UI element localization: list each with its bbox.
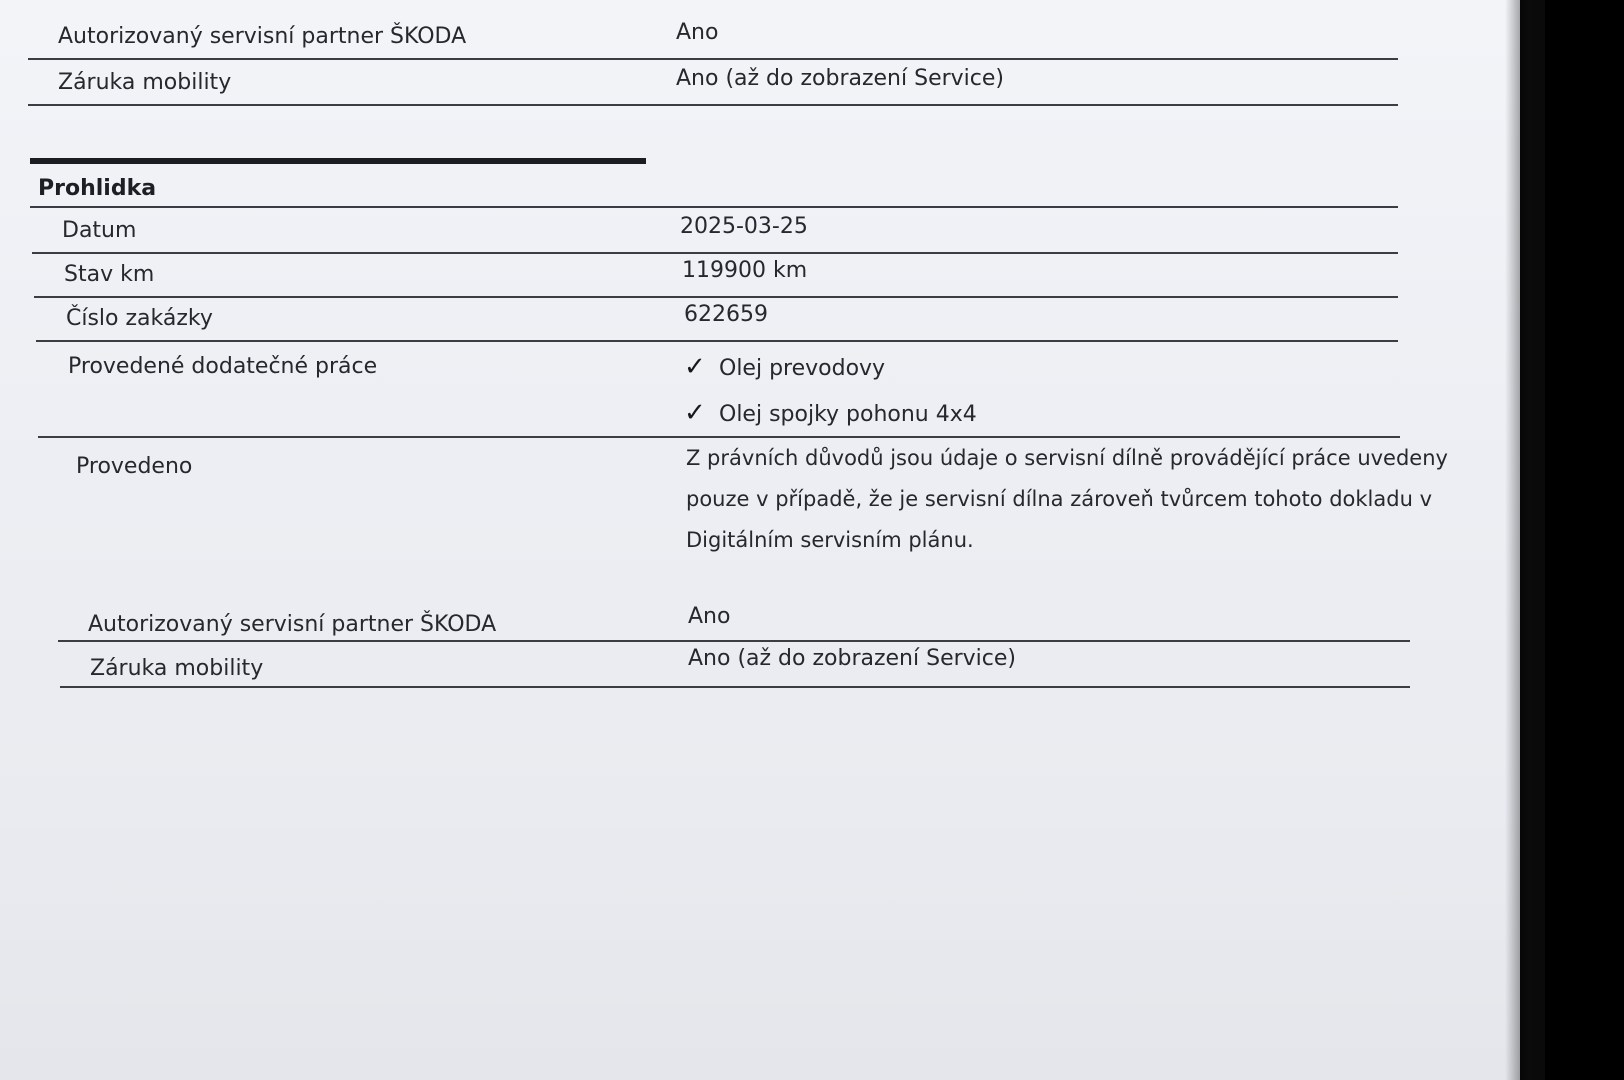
row-value: Ano (688, 604, 731, 629)
row-label: Provedeno (76, 454, 193, 479)
work-item-label: Olej spojky pohonu 4x4 (719, 402, 977, 427)
row-label: Stav km (64, 262, 155, 287)
note-line: pouze v případě, že je servisní dílna zároveň tvůrcem tohoto dokladu v (686, 487, 1432, 511)
table-row (28, 60, 1398, 106)
note-line: Digitálním servisním plánu. (686, 528, 974, 552)
section-title: Prohlidka (38, 176, 157, 201)
table-row (36, 296, 1398, 342)
row-value: 2025-03-25 (680, 214, 808, 239)
row-label: Datum (62, 218, 137, 243)
check-icon: ✓ (684, 398, 706, 428)
list-item (684, 352, 885, 382)
table-row (28, 14, 1398, 60)
row-value: Ano (až do zobrazení Service) (676, 66, 1004, 91)
row-label: Autorizovaný servisní partner ŠKODA (88, 612, 497, 637)
row-label: Provedené dodatečné práce (68, 354, 378, 379)
table-row (58, 600, 1410, 642)
performed-note (686, 438, 1448, 561)
table-row-performed (40, 438, 1448, 578)
table-row (34, 252, 1398, 298)
row-value: Ano (676, 20, 719, 45)
row-label: Číslo zakázky (66, 306, 213, 331)
section-heading-bar (30, 158, 646, 164)
row-label: Záruka mobility (58, 70, 232, 95)
row-value: Ano (až do zobrazení Service) (688, 646, 1016, 671)
work-item-label: Olej prevodovy (719, 356, 886, 381)
row-value: 622659 (684, 302, 768, 327)
row-value: 119900 km (682, 258, 808, 283)
check-icon: ✓ (684, 352, 706, 382)
list-item (684, 398, 977, 428)
page-edge-shadow (1505, 0, 1545, 1080)
note-line: Z právních důvodů jsou údaje o servisní dílně provádějící práce uvedeny (686, 446, 1448, 470)
table-row (60, 642, 1410, 688)
table-row (32, 208, 1398, 254)
table-row-extra-work (38, 340, 1400, 438)
row-label: Autorizovaný servisní partner ŠKODA (58, 24, 467, 49)
row-label: Záruka mobility (90, 656, 264, 681)
